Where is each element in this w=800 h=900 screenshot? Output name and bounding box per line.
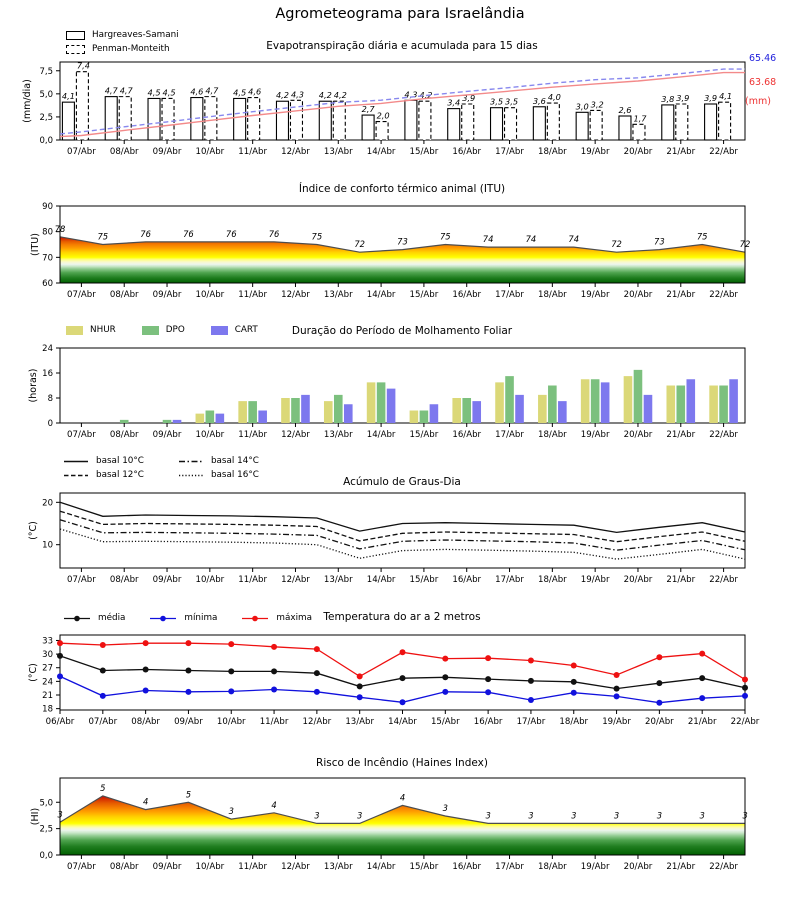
svg-text:22/Abr: 22/Abr	[709, 147, 738, 157]
svg-text:2,5: 2,5	[39, 824, 53, 835]
svg-text:18/Abr: 18/Abr	[537, 147, 567, 157]
svg-text:4,2: 4,2	[419, 90, 433, 101]
svg-text:14/Abr: 14/Abr	[366, 430, 396, 440]
svg-text:18/Abr: 18/Abr	[559, 717, 589, 727]
svg-text:75: 75	[696, 231, 708, 242]
gd-legend-label: basal 12°C	[96, 470, 144, 480]
dpm-legend-label: DPO	[165, 325, 185, 335]
svg-text:(°C): (°C)	[28, 663, 39, 682]
svg-text:2,0: 2,0	[376, 110, 390, 121]
svg-text:17/Abr: 17/Abr	[495, 862, 524, 872]
svg-text:13/Abr: 13/Abr	[345, 717, 375, 727]
accumulated-hargreaves-total: 63.68	[749, 77, 777, 88]
svg-text:20: 20	[42, 498, 53, 509]
svg-text:08/Abr: 08/Abr	[109, 862, 139, 872]
svg-text:08/Abr: 08/Abr	[109, 147, 139, 157]
svg-text:72: 72	[611, 239, 622, 250]
svg-text:21/Abr: 21/Abr	[666, 862, 696, 872]
svg-text:12/Abr: 12/Abr	[302, 717, 332, 727]
svg-text:07/Abr: 07/Abr	[67, 290, 96, 300]
svg-text:8: 8	[47, 394, 53, 404]
svg-text:3,9: 3,9	[462, 93, 476, 103]
temp-chart	[28, 635, 760, 727]
svg-text:15/Abr: 15/Abr	[430, 717, 460, 727]
temp-legend-label: mínima	[184, 613, 218, 623]
svg-text:10/Abr: 10/Abr	[195, 290, 225, 300]
svg-text:15/Abr: 15/Abr	[409, 862, 439, 872]
svg-text:20/Abr: 20/Abr	[623, 862, 653, 872]
svg-text:3: 3	[571, 810, 577, 821]
svg-text:21/Abr: 21/Abr	[666, 147, 696, 157]
svg-text:3,4: 3,4	[447, 97, 461, 108]
svg-text:3,5: 3,5	[505, 96, 519, 107]
svg-text:0: 0	[47, 419, 53, 429]
svg-text:09/Abr: 09/Abr	[152, 862, 182, 872]
gd-legend-label: basal 16°C	[210, 470, 259, 480]
svg-text:11/Abr: 11/Abr	[259, 717, 289, 727]
svg-text:18/Abr: 18/Abr	[537, 290, 567, 300]
svg-text:5,0: 5,0	[39, 798, 53, 809]
svg-text:20/Abr: 20/Abr	[645, 717, 674, 727]
svg-text:22/Abr: 22/Abr	[730, 717, 760, 727]
svg-text:16/Abr: 16/Abr	[452, 430, 482, 440]
svg-text:0,0: 0,0	[39, 851, 53, 861]
svg-text:4,7: 4,7	[205, 85, 219, 96]
svg-text:3: 3	[485, 810, 491, 821]
svg-text:7,4: 7,4	[76, 60, 90, 71]
svg-text:17/Abr: 17/Abr	[495, 575, 524, 585]
svg-text:76: 76	[140, 228, 151, 239]
gd-legend-item-basal10	[63, 454, 144, 468]
svg-text:20/Abr: 20/Abr	[623, 290, 653, 300]
svg-text:19/Abr: 19/Abr	[580, 290, 610, 300]
svg-text:11/Abr: 11/Abr	[238, 430, 268, 440]
svg-text:3: 3	[613, 810, 620, 821]
svg-text:21/Abr: 21/Abr	[666, 430, 696, 440]
svg-text:(HI): (HI)	[30, 807, 41, 826]
svg-text:07/Abr: 07/Abr	[88, 717, 118, 727]
svg-text:20/Abr: 20/Abr	[623, 430, 653, 440]
svg-text:5,0: 5,0	[39, 89, 53, 100]
dashdot-line-swatch-icon	[178, 457, 204, 466]
svg-text:12/Abr: 12/Abr	[281, 290, 310, 300]
svg-text:15/Abr: 15/Abr	[409, 147, 439, 157]
svg-text:13/Abr: 13/Abr	[323, 147, 353, 157]
svg-text:3,2: 3,2	[590, 99, 604, 110]
svg-text:4,7: 4,7	[119, 85, 133, 96]
svg-text:72: 72	[354, 239, 366, 250]
svg-text:70: 70	[42, 253, 53, 264]
svg-text:30: 30	[42, 650, 53, 661]
svg-text:3,6: 3,6	[532, 95, 546, 106]
svg-text:13/Abr: 13/Abr	[323, 290, 353, 300]
svg-text:14/Abr: 14/Abr	[366, 862, 396, 872]
svg-text:5: 5	[100, 782, 106, 793]
svg-text:15/Abr: 15/Abr	[409, 290, 439, 300]
svg-text:14/Abr: 14/Abr	[388, 717, 417, 727]
svg-text:2,7: 2,7	[361, 104, 375, 115]
svg-text:4,7: 4,7	[104, 85, 118, 96]
svg-text:4: 4	[142, 796, 149, 807]
svg-text:3: 3	[57, 809, 63, 820]
svg-text:07/Abr: 07/Abr	[67, 147, 96, 157]
svg-text:10: 10	[42, 540, 53, 551]
svg-text:22/Abr: 22/Abr	[709, 290, 738, 300]
solid-bar-swatch-icon	[66, 31, 85, 40]
svg-text:07/Abr: 07/Abr	[67, 862, 96, 872]
dpm-legend-label: CART	[234, 325, 258, 335]
svg-text:(mm/dia): (mm/dia)	[22, 79, 33, 123]
itu-chart-title: Índice de conforto térmico animal (ITU)	[298, 183, 506, 195]
dpm-chart	[28, 344, 745, 440]
svg-text:4: 4	[399, 792, 406, 803]
svg-text:(horas): (horas)	[28, 368, 39, 403]
svg-text:3: 3	[528, 810, 534, 821]
gd-chart	[28, 493, 745, 585]
svg-text:09/Abr: 09/Abr	[174, 717, 203, 727]
svg-text:12/Abr: 12/Abr	[281, 862, 310, 872]
svg-text:18/Abr: 18/Abr	[537, 430, 567, 440]
svg-text:4,5: 4,5	[147, 87, 161, 98]
svg-text:10/Abr: 10/Abr	[195, 575, 225, 585]
svg-text:3,0: 3,0	[575, 101, 589, 112]
svg-text:09/Abr: 09/Abr	[152, 147, 182, 157]
svg-text:09/Abr: 09/Abr	[152, 430, 182, 440]
svg-text:11/Abr: 11/Abr	[238, 575, 268, 585]
svg-text:09/Abr: 09/Abr	[152, 290, 182, 300]
svg-text:10/Abr: 10/Abr	[216, 717, 246, 727]
svg-text:13/Abr: 13/Abr	[323, 862, 353, 872]
svg-text:19/Abr: 19/Abr	[602, 717, 631, 727]
dpm-chart-title: Duração do Período de Molhamento Foliar	[291, 325, 513, 337]
accumulated-penman-total: 65.46	[749, 53, 777, 64]
svg-text:24: 24	[42, 677, 53, 688]
svg-text:07/Abr: 07/Abr	[67, 575, 96, 585]
svg-text:27: 27	[42, 663, 53, 674]
svg-text:15/Abr: 15/Abr	[409, 575, 439, 585]
svg-text:17/Abr: 17/Abr	[495, 290, 524, 300]
svg-text:4: 4	[271, 799, 277, 810]
svg-text:06/Abr: 06/Abr	[45, 717, 75, 727]
svg-text:14/Abr: 14/Abr	[366, 290, 396, 300]
svg-text:11/Abr: 11/Abr	[238, 290, 268, 300]
svg-text:74: 74	[568, 234, 580, 245]
svg-text:16/Abr: 16/Abr	[473, 717, 503, 727]
svg-text:16: 16	[42, 369, 53, 379]
svg-text:19/Abr: 19/Abr	[580, 862, 610, 872]
svg-text:76: 76	[225, 228, 237, 239]
svg-text:76: 76	[268, 228, 280, 239]
svg-text:22/Abr: 22/Abr	[709, 862, 738, 872]
svg-text:15/Abr: 15/Abr	[409, 430, 439, 440]
svg-text:20/Abr: 20/Abr	[623, 147, 653, 157]
svg-text:3: 3	[314, 810, 320, 821]
svg-text:16/Abr: 16/Abr	[452, 147, 482, 157]
itu-chart	[30, 202, 750, 300]
svg-text:3,9: 3,9	[676, 93, 690, 103]
et-legend-label: Penman-Monteith	[92, 44, 170, 54]
svg-text:19/Abr: 19/Abr	[580, 147, 610, 157]
svg-text:22/Abr: 22/Abr	[709, 430, 738, 440]
svg-text:76: 76	[183, 228, 194, 239]
svg-text:08/Abr: 08/Abr	[109, 575, 139, 585]
svg-text:4,1: 4,1	[719, 91, 733, 102]
svg-text:2,6: 2,6	[618, 105, 632, 115]
dpm-legend-label: NHUR	[90, 325, 116, 335]
svg-text:4,3: 4,3	[290, 89, 304, 100]
svg-text:3: 3	[656, 810, 663, 821]
svg-text:(ITU): (ITU)	[30, 233, 41, 256]
svg-text:4,6: 4,6	[248, 86, 262, 97]
gd-chart-title: Acúmulo de Graus-Dia	[343, 476, 461, 488]
svg-text:72: 72	[739, 239, 751, 250]
svg-text:19/Abr: 19/Abr	[580, 430, 610, 440]
svg-text:18/Abr: 18/Abr	[537, 575, 567, 585]
svg-text:4,2: 4,2	[275, 90, 289, 101]
svg-text:10/Abr: 10/Abr	[195, 147, 225, 157]
svg-text:2,5: 2,5	[39, 112, 53, 123]
et-chart-title: Evapotranspiração diária e acumulada para 15 dias	[266, 40, 538, 52]
svg-text:3: 3	[228, 806, 234, 817]
svg-text:73: 73	[397, 236, 408, 247]
svg-text:1,7: 1,7	[633, 113, 647, 124]
svg-text:08/Abr: 08/Abr	[109, 430, 139, 440]
svg-text:17/Abr: 17/Abr	[495, 430, 524, 440]
et-chart	[22, 61, 745, 157]
svg-text:90: 90	[42, 202, 53, 212]
svg-text:21: 21	[42, 691, 53, 701]
svg-text:74: 74	[482, 234, 494, 245]
svg-text:21/Abr: 21/Abr	[666, 290, 696, 300]
svg-text:4,3: 4,3	[404, 89, 418, 100]
svg-text:78: 78	[54, 223, 66, 234]
svg-text:5: 5	[185, 789, 192, 800]
haines-chart	[30, 778, 748, 872]
page-title: Agrometeograma para Israelândia	[275, 6, 525, 22]
svg-text:33: 33	[42, 636, 53, 647]
svg-text:16/Abr: 16/Abr	[452, 290, 482, 300]
haines-chart-title: Risco de Incêndio (Haines Index)	[316, 757, 488, 769]
svg-text:16/Abr: 16/Abr	[452, 575, 482, 585]
temp-chart-title: Temperatura do ar a 2 metros	[323, 611, 481, 623]
svg-text:13/Abr: 13/Abr	[323, 575, 353, 585]
svg-text:21/Abr: 21/Abr	[666, 575, 696, 585]
svg-text:60: 60	[42, 279, 53, 289]
svg-text:16/Abr: 16/Abr	[452, 862, 482, 872]
accumulated-unit-label: (mm)	[745, 96, 771, 107]
svg-text:20/Abr: 20/Abr	[623, 575, 653, 585]
svg-text:24: 24	[42, 344, 53, 354]
svg-text:4,0: 4,0	[547, 92, 561, 103]
svg-text:22/Abr: 22/Abr	[709, 575, 738, 585]
svg-text:07/Abr: 07/Abr	[67, 430, 96, 440]
svg-text:17/Abr: 17/Abr	[516, 717, 546, 727]
svg-text:4,1: 4,1	[61, 91, 75, 102]
svg-text:74: 74	[525, 234, 537, 245]
svg-text:3,8: 3,8	[661, 93, 675, 104]
svg-text:09/Abr: 09/Abr	[152, 575, 182, 585]
svg-text:11/Abr: 11/Abr	[238, 862, 268, 872]
svg-text:75: 75	[439, 231, 451, 242]
gd-legend-label: basal 10°C	[96, 456, 144, 466]
svg-text:3: 3	[442, 802, 448, 813]
temp-legend-label: máxima	[276, 613, 312, 623]
svg-text:73: 73	[654, 236, 665, 247]
svg-text:21/Abr: 21/Abr	[687, 717, 717, 727]
svg-text:75: 75	[97, 231, 109, 242]
gd-legend-label: basal 14°C	[210, 456, 259, 466]
svg-text:10/Abr: 10/Abr	[195, 862, 225, 872]
svg-text:12/Abr: 12/Abr	[281, 575, 310, 585]
et-legend-label: Hargreaves-Samani	[92, 30, 179, 40]
gd-legend-item-basal14	[178, 454, 259, 468]
svg-text:14/Abr: 14/Abr	[366, 575, 396, 585]
svg-text:12/Abr: 12/Abr	[281, 147, 310, 157]
svg-text:4,2: 4,2	[333, 90, 347, 101]
svg-text:(°C): (°C)	[28, 521, 39, 540]
svg-text:3: 3	[699, 810, 705, 821]
svg-text:4,2: 4,2	[318, 90, 332, 101]
svg-text:19/Abr: 19/Abr	[580, 575, 610, 585]
temp-legend-label: média	[98, 613, 126, 623]
svg-text:3,5: 3,5	[490, 96, 504, 107]
svg-text:0,0: 0,0	[39, 136, 53, 146]
solid-line-swatch-icon	[63, 457, 89, 466]
svg-text:10/Abr: 10/Abr	[195, 430, 225, 440]
svg-text:80: 80	[42, 227, 53, 238]
svg-text:18: 18	[42, 704, 53, 715]
svg-text:4,5: 4,5	[233, 87, 247, 98]
svg-text:11/Abr: 11/Abr	[238, 147, 268, 157]
svg-text:13/Abr: 13/Abr	[323, 430, 353, 440]
svg-text:14/Abr: 14/Abr	[366, 147, 396, 157]
svg-text:3: 3	[357, 810, 363, 821]
svg-text:08/Abr: 08/Abr	[131, 717, 160, 727]
svg-text:3: 3	[742, 810, 748, 821]
svg-text:12/Abr: 12/Abr	[281, 430, 310, 440]
svg-text:7,5: 7,5	[39, 66, 53, 77]
svg-text:75: 75	[311, 231, 323, 242]
svg-text:3,9: 3,9	[704, 93, 718, 103]
svg-text:4,6: 4,6	[190, 86, 204, 97]
svg-text:4,5: 4,5	[162, 87, 176, 98]
svg-text:17/Abr: 17/Abr	[495, 147, 524, 157]
svg-text:08/Abr: 08/Abr	[109, 290, 139, 300]
svg-text:18/Abr: 18/Abr	[537, 862, 567, 872]
